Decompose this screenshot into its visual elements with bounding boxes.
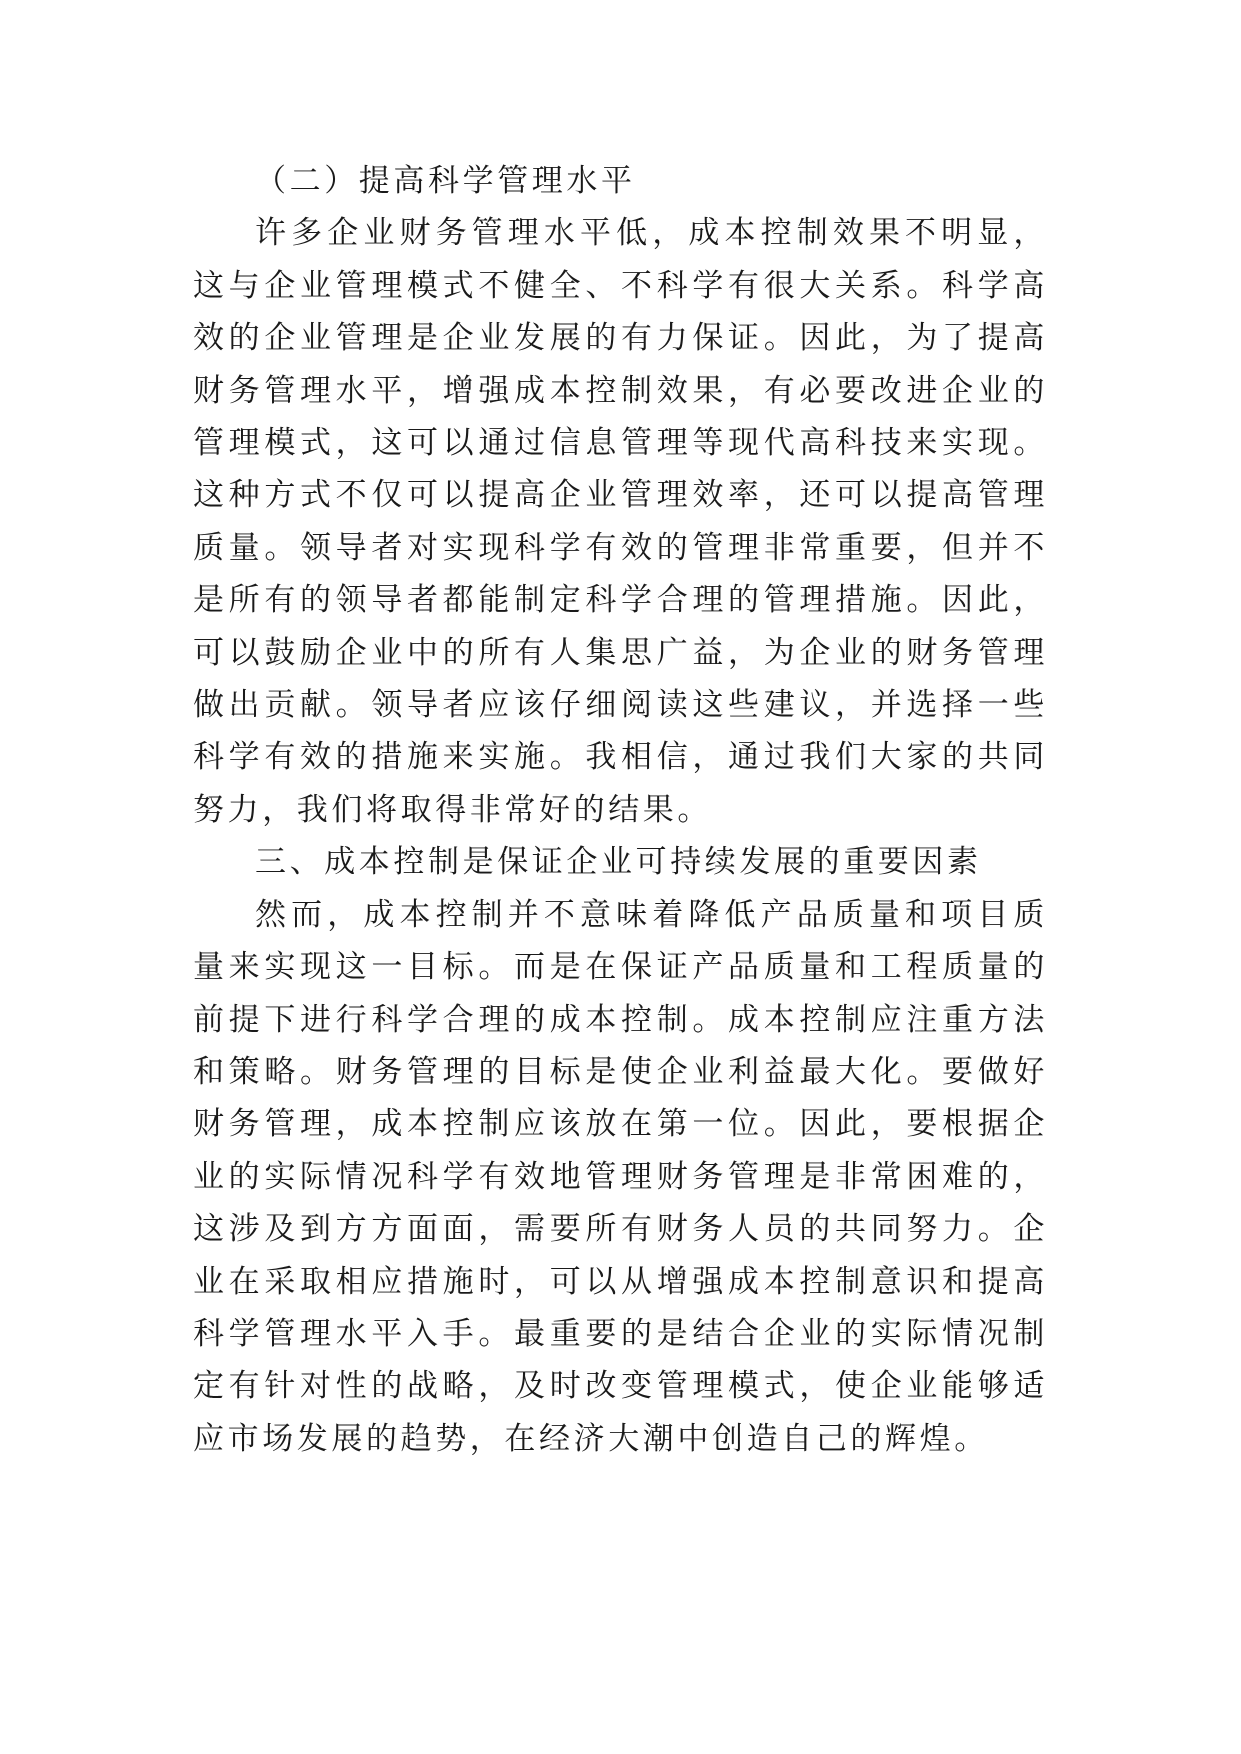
document-body <box>193 155 1048 1465</box>
paragraph: 然而，成本控制并不意味着降低产品质量和项目质量来实现这一目标。而是在保证产品质量和工程质量的前提下进行科学合理的成本控制。成本控制应注重方法和策略。财务管理的目标是使企业利益最大化。要做好财务管理，成本控制应该放在第一位。因此，要根据企业的实际情况科学有效地管理财务管理是非常困难的，这涉及到方方面面，需要所有财务人员的共同努力。企业在采取相应措施时，可以从增强成本控制意识和提高科学管理水平入手。最重要的是结合企业的实际情况制定有针对性的战略，及时改变管理模式，使企业能够适应市场发展的趋势，在经济大潮中创造自己的辉煌。 <box>193 896 1048 1457</box>
paragraph: 许多企业财务管理水平低，成本控制效果不明显，这与企业管理模式不健全、不科学有很大关系。科学高效的企业管理是企业发展的有力保证。因此，为了提高财务管理水平，增强成本控制效果，有必要改进企业的管理模式，这可以通过信息管理等现代高科技来实现。这种方式不仅可以提高企业管理效率，还可以提高管理质量。领导者对实现科学有效的管理非常重要，但并不是所有的领导者都能制定科学合理的管理措施。因此，可以鼓励企业中的所有人集思广益，为企业的财务管理做出贡献。领导者应该仔细阅读这些建议，并选择一些科学有效的措施来实施。我相信，通过我们大家的共同努力，我们将取得非常好的结果。 <box>193 215 1048 828</box>
section-heading: 三、成本控制是保证企业可持续发展的重要因素 <box>255 844 982 881</box>
subheading: （二）提高科学管理水平 <box>255 163 636 199</box>
